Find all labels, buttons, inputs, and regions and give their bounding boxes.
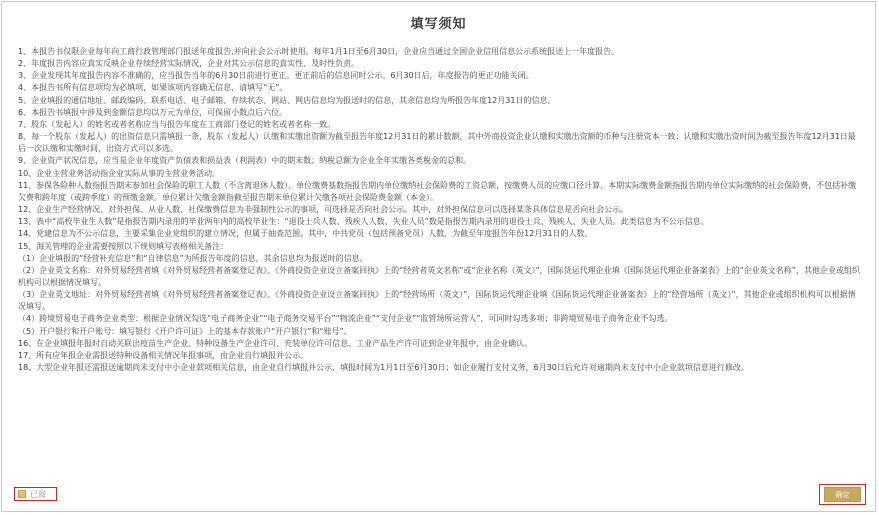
- notice-item: 1、本报告书仅限企业每年向工商行政管理部门报送年度报告,并向社会公示时使用。每年1月1日至6月30日，企业应当通过全国企业信用信息公示系统报送上一年度报告。: [18, 47, 620, 56]
- notice-content: [18, 46, 863, 374]
- notice-item: 8、每一个股东（发起人）的出资信息只需填报一条，股东（发起人）认缴和实缴出资额为截至报告年度12月31日的累计数额，其中外商投资企业认缴和实缴出资额的币种与注册资本一致；认缴和实缴出资时间为截至报告年度12月31日最后一次认缴和实缴时间，出资方式可以多选。: [18, 132, 856, 154]
- notice-item: （5）开户银行和开户账号：填写银行《开户许可证》上的基本存款账户“开户银行”和“账号”。: [18, 326, 352, 336]
- notice-item: 10、企业主营业务活动指企业实际从事的主营业务活动。: [18, 168, 221, 178]
- read-checkbox[interactable]: [18, 490, 26, 498]
- notice-item: 9、企业资产状况信息，应当是企业年度资产负债表和损益表（利润表）中的期末数；纳税总额为企业全年实缴各类税金的总和。: [18, 156, 472, 166]
- read-label: 已阅: [30, 489, 46, 499]
- notice-item: 13、表中“高校毕业生人数”是指报告期内录用的毕业两年内的高校毕业生：“退役士兵人数、残疾人人数、失业人员”数是指报告期内录用的退役士兵、残疾人、失业人员。此类信息为不公示信息。: [18, 217, 709, 227]
- confirm-button[interactable]: 确定: [824, 487, 861, 502]
- notice-item: 3、企业发现其年度报告内容不准确的，应当报告当年的6月30日前进行更正。更正前后的信息同时公示。6月30日后，年度报告的更正功能关闭。: [18, 71, 534, 81]
- dialog-title: 填写须知: [410, 17, 467, 32]
- notice-item: （1）企业填报的“经营补充信息”和“自律信息”为所报告年度的信息，其余信息均为报送时的信息。: [18, 253, 368, 263]
- confirm-button-highlight: [819, 484, 866, 505]
- read-checkbox-group[interactable]: [14, 487, 57, 501]
- notice-item: 17、所有应年报企业需报送特种设备相关情况年报事项，由企业自行填报并公示。: [18, 350, 309, 360]
- notice-dialog: [1, 1, 876, 512]
- notice-item: 12、企业生产经营情况、对外担保、从业人数、社保缴费信息为非强制性公示的事项，可选择是否向社会公示。其中，对外担保信息可以选择某条具体信息是否向社会公示。: [18, 205, 629, 215]
- notice-item: 11、参保各险种人数指报告期末参加社会保险的职工人数（不含离退休人数）。单位缴费基数指报告期内单位缴纳社会保险费的工资总额，按缴费人员的应缴口径计算。本期实际缴费金额指报告期内单位实际缴纳的社会保险费，不包括补缴欠费和跨年度（或跨季度）的预缴金额。单位累计欠缴金额指截至报告期末单位累计欠缴各项社会保险费金额（本金）。: [18, 180, 857, 202]
- notice-item: （3）企业英文地址：对外贸易经营者填《对外贸易经营者备案登记表》、《外商投资企业设立备案回执》上的“经营场所（英文）”，国际货运代理企业填《国际货运代理企业备案表》上的“经营场所（英文）”，其他企业或组织机构可以根据情况填写。: [18, 290, 856, 312]
- notice-item: 15、海关管理的企业需要按照以下规则填写表格相关备注：: [18, 241, 229, 251]
- notice-item: 6、本报告书填报中涉及到金额信息均以万元为单位，可保留小数点后六位。: [18, 107, 288, 117]
- notice-item: 7、股东（发起人）的姓名或者名称应当与报告年度在工商部门登记的姓名或者名称一致。: [18, 119, 336, 129]
- notice-item: 18、大型企业年报还需报送逾期尚未支付中小企业款项相关信息，由企业自行填报并公示，填报时间为1月1日至6月30日；如企业履行支付义务，6月30日后允许对逾期尚未支付中小企业款项信息进行修改。: [18, 363, 749, 373]
- notice-item: 2、年度报告内容应真实反映企业存续经营实际情况，企业对其公示信息的真实性、及时性负责。: [18, 59, 360, 69]
- notice-item: （4）跨境贸易电子商务企业类型：根据企业情况勾选“电子商务企业”“电子商务交易平台”“物流企业”“支付企业”“监管场所运营人”，可同时勾选多项；非跨境贸易电子商务企业不勾选。: [18, 314, 673, 324]
- notice-item: （2）企业英文名称：对外贸易经营者填《对外贸易经营者备案登记表》、《外商投资企业设立备案回执》上的“经营者英文名称”或“企业名称（英文）”，国际货运代理企业填《国际货运代理企业备案表》上的“企业英文名称”，其他企业或组织机构可以根据情况填写。: [18, 265, 860, 287]
- notice-item: 16、在企业填报年报时自动关联出疫苗生产企业、特种设备生产企业许可、充装单位许可信息、工业产品生产许可证到企业年报中，由企业确认。: [18, 338, 533, 348]
- notice-item: 4、本报告书所有信息项均为必填项，如果该项内容确无信息，请填写“无”。: [18, 83, 288, 93]
- notice-item: 5、企业填报的通信地址、邮政编码、联系电话、电子邮箱、存续状态、网站、网店信息均为报送时的信息，其余信息均为所报告年度12月31日的信息。: [18, 95, 556, 105]
- notice-item: 14、党建信息为不公示信息，主要采集企业党组织的建立情况，但属于抽查范围。其中，中共党员（包括预备党员）人数，为截至年度报告年份12月31日的人数。: [18, 229, 593, 239]
